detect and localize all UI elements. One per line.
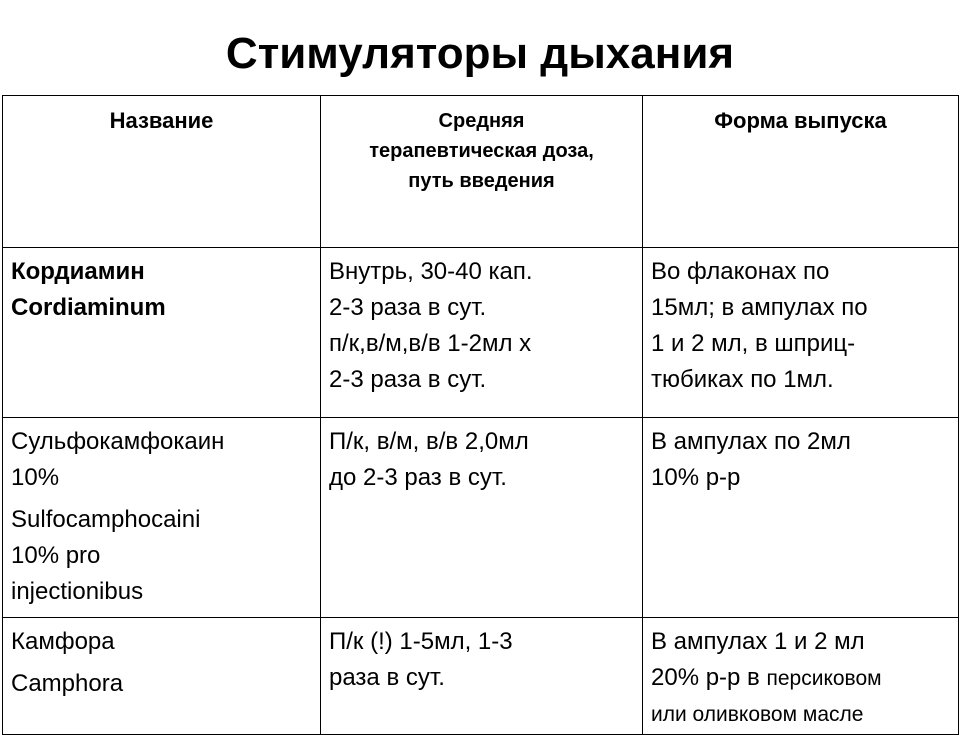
header-form: Форма выпуска [643,96,959,248]
cell-name [3,618,321,735]
cell-dose: П/к (!) 1-5мл, 1-3 раза в сут. [321,618,643,735]
cell-form: Во флаконах по 15мл; в ампулах по 1 и 2 мл, в шприц- тюбиках по 1мл. [643,248,959,418]
cell-form: В ампулах 1 и 2 мл 20% р-р в персиковом или оливковом масле [643,618,959,735]
drug-name-ru: Кордиамин [11,258,145,285]
drug-table [2,95,959,735]
drug-name-ru: Сульфокамфокаин [11,428,225,455]
table-row [3,418,959,618]
drug-name-ru: Камфора [11,628,115,655]
table-row [3,618,959,735]
cell-name [3,248,321,418]
cell-dose: Внутрь, 30-40 кап. 2-3 раза в сут. п/к,в/м,в/в 1-2мл х 2-3 раза в сут. [321,248,643,418]
drug-name-lat: Cordiaminum [11,294,166,321]
cell-dose: П/к, в/м, в/в 2,0мл до 2-3 раз в сут. [321,418,643,618]
cell-form: В ампулах по 2мл 10% р-р [643,418,959,618]
page-title: Стимуляторы дыхания [225,29,735,78]
header-row [3,96,959,248]
cell-name: Сульфокамфокаин 10% Sulfocamphocaini 10% pro injectionibus [3,418,321,618]
header-name: Название [3,96,321,248]
header-dose: Средняя терапевтическая доза, путь введения [321,96,643,248]
table-row [3,248,959,418]
drug-name-lat: Sulfocamphocaini [11,506,201,533]
drug-name-lat: Camphora [11,670,124,697]
